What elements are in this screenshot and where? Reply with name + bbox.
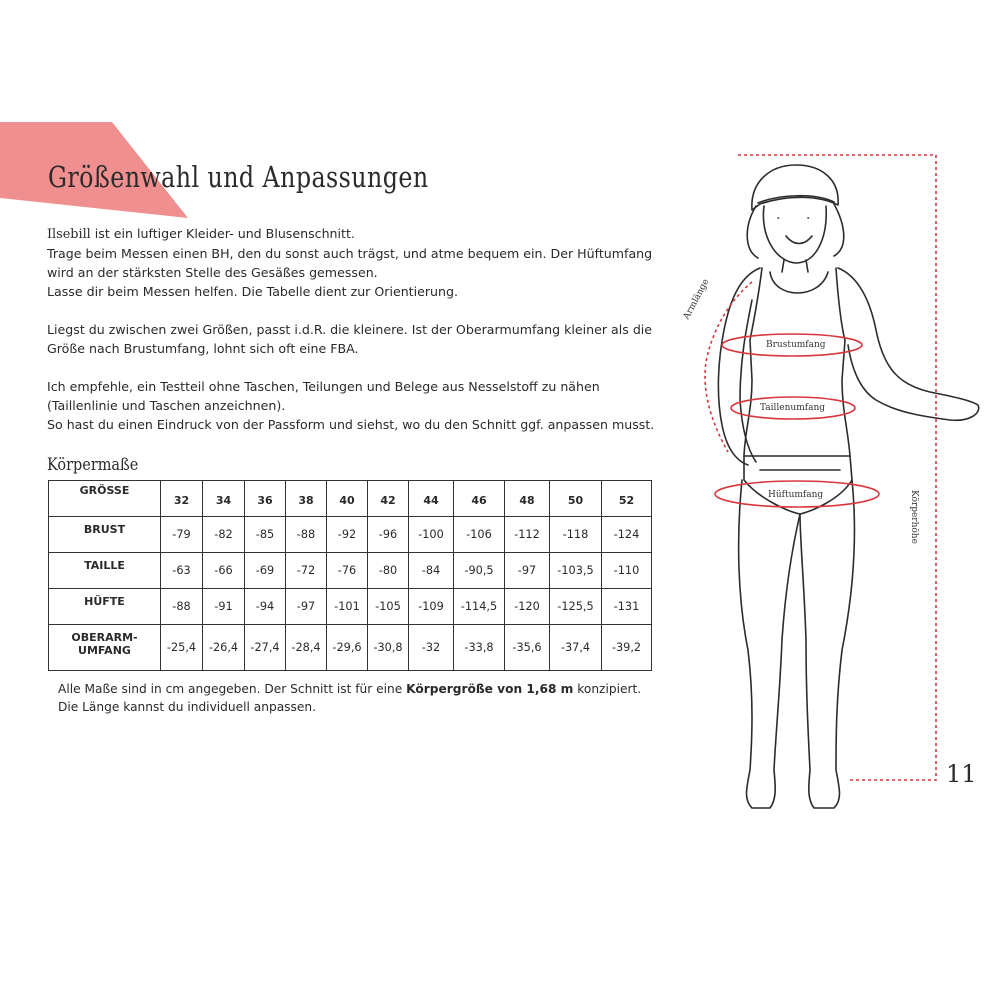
intro-paragraph-2 <box>47 320 657 358</box>
table-cell: -94 <box>245 589 286 625</box>
intro-line: Größe nach Brustumfang, lohnt sich oft eine FBA. <box>47 341 359 356</box>
right-arm-outline <box>838 268 979 420</box>
table-cell: -26,4 <box>203 625 245 671</box>
table-cell: -80 <box>368 553 409 589</box>
table-cell: -120 <box>505 589 550 625</box>
page-number: 11 <box>946 760 977 788</box>
table-cell: -39,2 <box>602 625 652 671</box>
table-cell: -25,4 <box>161 625 203 671</box>
table-cell: -96 <box>368 517 409 553</box>
brustumfang-label: Brustumfang <box>766 340 826 350</box>
table-cell: -125,5 <box>550 589 602 625</box>
taillenumfang-label: Taillenumfang <box>760 403 826 413</box>
table-cell: -97 <box>505 553 550 589</box>
table-cell: -76 <box>327 553 368 589</box>
size-table <box>48 480 652 671</box>
table-cell: -92 <box>327 517 368 553</box>
footnote-text: Alle Maße sind in cm angegeben. Der Schnitt ist für eine <box>58 682 407 696</box>
row-label: HÜFTE <box>49 589 161 625</box>
intro-line: ist ein luftiger Kleider- und Blusenschnitt. <box>90 226 355 241</box>
table-cell: -91 <box>203 589 245 625</box>
size-header: 44 <box>409 481 454 517</box>
table-cell: -90,5 <box>454 553 505 589</box>
table-cell: -106 <box>454 517 505 553</box>
row-label: TAILLE <box>49 553 161 589</box>
table-cell: -72 <box>286 553 327 589</box>
cap-outline <box>752 165 838 210</box>
table-cell: -37,4 <box>550 625 602 671</box>
row-label-line: OBERARM- <box>71 631 138 644</box>
size-header: 52 <box>602 481 652 517</box>
table-cell: -105 <box>368 589 409 625</box>
table-cell: -88 <box>286 517 327 553</box>
table-cell: -27,4 <box>245 625 286 671</box>
table-cell: -30,8 <box>368 625 409 671</box>
table-cell: -88 <box>161 589 203 625</box>
table-cell: -69 <box>245 553 286 589</box>
armlaenge-label: Armlänge <box>681 277 712 322</box>
hair-outline <box>747 204 844 258</box>
size-header: 42 <box>368 481 409 517</box>
table-cell: -35,6 <box>505 625 550 671</box>
body-height-value: Körpergröße von 1,68 m <box>406 682 574 696</box>
intro-line: Liegst du zwischen zwei Größen, passt i.d.R. die kleinere. Ist der Oberarmumfang kleiner als die <box>47 322 653 337</box>
size-header: 38 <box>286 481 327 517</box>
footnote-text: konzipiert. <box>573 682 642 696</box>
size-header: 32 <box>161 481 203 517</box>
table-cell: -131 <box>602 589 652 625</box>
intro-line: Ich empfehle, ein Testteil ohne Taschen, Teilungen und Belege aus Nesselstoff zu nähen <box>47 379 600 394</box>
size-header: 48 <box>505 481 550 517</box>
hueftumfang-label: Hüftumfang <box>768 490 824 500</box>
table-row-brust <box>49 517 652 553</box>
armlaenge-line <box>705 282 752 452</box>
intro-line: Lasse dir beim Messen helfen. Die Tabelle dient zur Orientierung. <box>47 284 459 299</box>
row-label <box>49 625 161 671</box>
table-cell: -85 <box>245 517 286 553</box>
koerperhoehe-label: Körperhöhe <box>909 490 919 544</box>
intro-text <box>47 224 657 453</box>
table-cell: -32 <box>409 625 454 671</box>
intro-line: Trage beim Messen einen BH, den du sonst auch trägst, und atme bequem ein. Der Hüftumfang <box>47 246 653 261</box>
intro-line: wird an der stärksten Stelle des Gesäßes gemessen. <box>47 265 378 280</box>
table-cell: -79 <box>161 517 203 553</box>
size-header: 50 <box>550 481 602 517</box>
size-header-row <box>49 481 652 517</box>
table-cell: -110 <box>602 553 652 589</box>
row-label-line: UMFANG <box>78 644 131 657</box>
row-label: BRUST <box>49 517 161 553</box>
table-cell: -103,5 <box>550 553 602 589</box>
table-heading: Körpermaße <box>47 455 139 475</box>
page-title: Größenwahl und Anpassungen <box>48 160 429 194</box>
left-arm-outline <box>718 268 760 465</box>
table-cell: -63 <box>161 553 203 589</box>
table-cell: -82 <box>203 517 245 553</box>
table-row-taille <box>49 553 652 589</box>
table-cell: -100 <box>409 517 454 553</box>
intro-line: (Taillenlinie und Taschen anzeichnen). <box>47 398 286 413</box>
intro-paragraph-1 <box>47 224 657 301</box>
tank-top-outline <box>744 268 850 456</box>
table-row-oberarmumfang <box>49 625 652 671</box>
table-cell: -28,4 <box>286 625 327 671</box>
koerperhoehe-line <box>738 155 936 780</box>
table-cell: -97 <box>286 589 327 625</box>
footnote-text: Die Länge kannst du individuell anpassen. <box>58 700 316 714</box>
footnote <box>58 680 641 716</box>
intro-paragraph-3 <box>47 377 657 434</box>
size-header: 34 <box>203 481 245 517</box>
table-cell: -114,5 <box>454 589 505 625</box>
table-cell: -101 <box>327 589 368 625</box>
table-cell: -33,8 <box>454 625 505 671</box>
size-column-header: GRÖSSE <box>49 481 161 517</box>
left-leg-outline <box>739 480 800 808</box>
right-leg-outline <box>800 480 854 808</box>
table-cell: -118 <box>550 517 602 553</box>
size-header: 46 <box>454 481 505 517</box>
table-cell: -66 <box>203 553 245 589</box>
table-cell: -112 <box>505 517 550 553</box>
table-cell: -109 <box>409 589 454 625</box>
table-row-huefte <box>49 589 652 625</box>
table-cell: -124 <box>602 517 652 553</box>
brand-name: Ilsebill <box>47 227 91 242</box>
size-header: 36 <box>245 481 286 517</box>
table-cell: -84 <box>409 553 454 589</box>
face-features <box>778 218 812 244</box>
table-cell: -29,6 <box>327 625 368 671</box>
face-outline <box>763 206 826 263</box>
size-header: 40 <box>327 481 368 517</box>
intro-line: So hast du einen Eindruck von der Passform und siehst, wo du den Schnitt ggf. anpassen musst. <box>47 417 655 432</box>
title-banner <box>0 0 200 230</box>
body-measurement-figure <box>665 130 1000 830</box>
